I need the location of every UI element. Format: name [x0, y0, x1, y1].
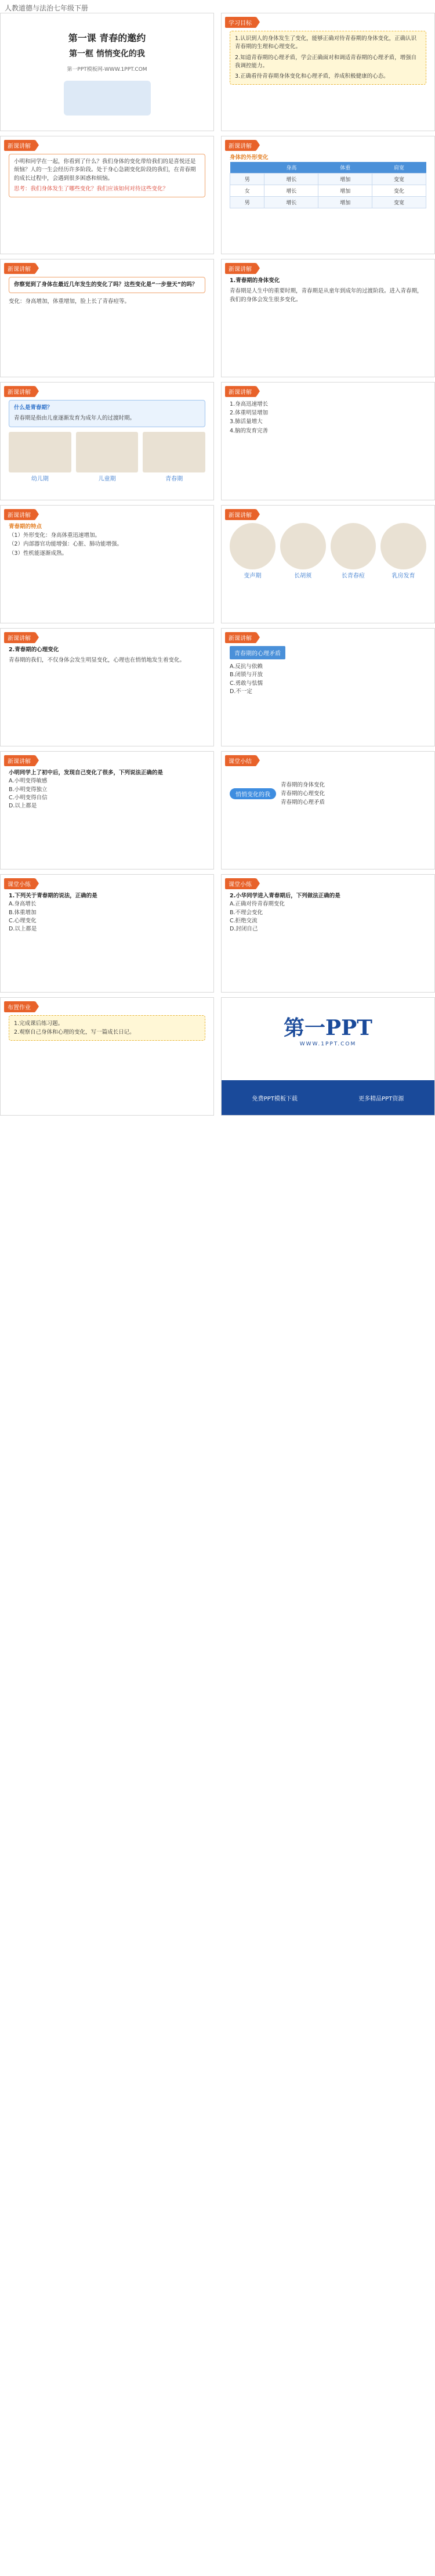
section-paragraph: 青春期是人生中的重要时期，青春期是从童年到成年的过渡阶段。进入青春期，我们的身体会发生很多变化。	[230, 288, 423, 303]
practice-option[interactable]: C.拒绝交流	[230, 917, 258, 924]
table-cell: 增加	[318, 185, 372, 197]
table-header: 体重	[318, 162, 372, 174]
feature-item: （3）性机能逐渐成熟。	[9, 550, 68, 557]
summary-branch: 青春期的心理变化	[281, 791, 325, 798]
slide-table[interactable]	[221, 136, 435, 254]
features-heading: 青春期的特点	[9, 524, 42, 530]
table-cell: 变宽	[372, 197, 426, 208]
table-title: 身体的外形变化	[230, 154, 269, 161]
slide-practice-two[interactable]	[221, 874, 435, 993]
practice-option[interactable]: B.体重增加	[9, 909, 37, 916]
goal-item: 1.认识到人的身体发生了变化，能够正确对待青春期的身体变化，正确认识青春期的生理和心理变化。	[235, 35, 417, 50]
stage-label: 幼儿期	[31, 475, 49, 482]
practice-question: 1.下列关于青春期的说法，正确的是	[9, 893, 97, 899]
contradiction-item: D.不一定	[230, 688, 252, 695]
stage-card	[143, 432, 205, 482]
summary-diagram	[230, 781, 426, 807]
change-image	[331, 523, 376, 569]
feature-item: （1）外形变化：身高体重迅速增加。	[9, 532, 101, 539]
badge-new-lesson: 新课讲解	[225, 263, 256, 274]
body-change-table	[230, 162, 426, 208]
table-cell: 男	[230, 174, 264, 185]
site-url: 第一PPT模板网-WWW.1PPT.COM	[67, 67, 147, 73]
change-images	[230, 523, 426, 579]
table-cell: 增长	[264, 174, 318, 185]
homework-box	[9, 1015, 205, 1041]
brand-url: WWW.1PPT.COM	[299, 1041, 357, 1047]
badge-new-lesson: 新课讲解	[4, 263, 35, 274]
slide-mind[interactable]	[0, 628, 214, 746]
slide-homework[interactable]	[0, 997, 214, 1116]
badge-new-lesson: 新课讲解	[4, 632, 35, 643]
stage-card	[76, 432, 139, 482]
change-image	[380, 523, 426, 569]
change-card	[331, 523, 376, 579]
practice-option[interactable]: C.心理变化	[9, 917, 37, 924]
section-heading: 1.青春期的身体变化	[230, 277, 280, 284]
intro-paragraph: 小明和同学在一起，你看到了什么？我们身体的变化带给我们的是喜悦还是烦恼？人的一生会经历许多阶段。处于身心急剧变化阶段的我们，在青春期的成长过程中，会遇到很多困惑和烦恼。	[14, 158, 196, 182]
growth-stage-images	[9, 432, 205, 482]
quiz-option[interactable]: D.以上都是	[9, 803, 37, 809]
table-row	[230, 197, 426, 208]
badge-new-lesson: 新课讲解	[4, 509, 35, 520]
stage-card	[9, 432, 71, 482]
goal-item: 3.正确看待青春期身体变化和心理矛盾，养成积极健康的心态。	[235, 73, 389, 80]
slide-images[interactable]	[221, 505, 435, 623]
slide-growth-points[interactable]	[221, 382, 435, 500]
slide-goals[interactable]	[221, 13, 435, 131]
table-header: 身高	[264, 162, 318, 174]
change-caption: 长青春痘	[341, 573, 365, 579]
homework-item: 2.观察自己身体和心理的变化，写一篇成长日记。	[14, 1029, 135, 1036]
table-header: 肩宽	[372, 162, 426, 174]
brand-logo: 第一PPT	[284, 1016, 372, 1040]
table-cell: 增加	[318, 197, 372, 208]
footer-left[interactable]: 免费PPT模板下载	[252, 1095, 298, 1102]
mind-heading: 2.青春期的心理变化	[9, 647, 59, 653]
contradiction-item: C.勇敢与怯懦	[230, 680, 263, 687]
badge-new-lesson: 新课讲解	[225, 632, 256, 643]
change-caption: 变声期	[244, 573, 262, 579]
table-cell: 女	[230, 185, 264, 197]
slide-change-question[interactable]	[0, 259, 214, 377]
slide-quiz[interactable]	[0, 751, 214, 870]
quiz-question: 小明同学上了初中后，发现自己变化了很多，下列说法正确的是	[9, 770, 164, 776]
mind-paragraph: 青春期的我们，不仅身体会发生明显变化，心理也在悄悄地发生着变化。	[9, 657, 186, 664]
summary-root: 悄悄变化的我	[230, 788, 276, 799]
quiz-option[interactable]: C.小明变得自信	[9, 794, 48, 801]
stage-image	[9, 432, 71, 472]
summary-branch: 青春期的心理矛盾	[281, 799, 325, 806]
quiz-option[interactable]: A.小明变得敏感	[9, 778, 48, 785]
badge-new-lesson: 新课讲解	[4, 386, 35, 397]
badge-practice: 课堂小练	[4, 878, 35, 889]
practice-option[interactable]: D.以上都是	[9, 926, 37, 932]
table-cell: 变化	[372, 185, 426, 197]
slide-summary[interactable]	[221, 751, 435, 870]
contradiction-item: B.闭锁与开放	[230, 672, 263, 679]
change-caption: 乳房发育	[392, 573, 415, 579]
goal-item: 2.知道青春期的心理矛盾，学会正确面对和调适青春期的心理矛盾，增强自我调控能力。	[235, 54, 417, 69]
badge-new-lesson: 新课讲解	[4, 755, 35, 766]
slide-intro[interactable]	[0, 136, 214, 254]
table-cell: 增加	[318, 174, 372, 185]
footer-band	[222, 1080, 434, 1115]
change-card	[280, 523, 326, 579]
badge-summary: 课堂小结	[225, 755, 256, 766]
intro-box	[9, 154, 205, 197]
slide-grid	[0, 13, 435, 1116]
growth-definition: 青春期是指由儿童逐渐发育为成年人的过渡时期。	[14, 415, 136, 422]
stage-label: 青春期	[165, 475, 183, 482]
badge-new-lesson: 新课讲解	[4, 140, 35, 151]
quiz-option[interactable]: B.小明变得独立	[9, 786, 48, 793]
change-question: 你察觉到了身体在最近几年发生的变化了吗？这些变化是“一步登天”的吗？	[14, 282, 198, 288]
growth-point: 1.身高迅速增长	[230, 401, 269, 407]
practice-question: 2.小华同学进入青春期后，下列做法正确的是	[230, 893, 340, 899]
growth-point: 3.肺活量增大	[230, 418, 263, 425]
slide-practice-one[interactable]	[0, 874, 214, 993]
goals-box	[230, 31, 426, 85]
stage-image	[143, 432, 205, 472]
change-caption: 长胡须	[294, 573, 312, 579]
intro-question: 思考：我们身体发生了哪些变化？我们应该如何对待这些变化？	[14, 185, 169, 192]
stage-label: 儿童期	[98, 475, 116, 482]
summary-branch: 青春期的身体变化	[281, 782, 325, 788]
practice-option[interactable]: D.封闭自己	[230, 926, 258, 932]
section-title: 第一框 悄悄变化的我	[69, 49, 145, 59]
growth-point: 4.脑的发育完善	[230, 427, 269, 434]
footer-right[interactable]: 更多精品PPT资源	[358, 1095, 404, 1102]
table-header	[230, 162, 264, 174]
slide-contradiction[interactable]	[221, 628, 435, 746]
slide-end[interactable]	[221, 997, 435, 1116]
stage-image	[76, 432, 139, 472]
definition-box	[9, 400, 205, 427]
cover-illustration	[64, 81, 151, 116]
summary-branches	[281, 781, 426, 807]
document-title: 人教道德与法治七年级下册	[5, 4, 89, 12]
slide-growth[interactable]	[0, 382, 214, 500]
table-row	[230, 185, 426, 197]
badge-new-lesson: 新课讲解	[225, 386, 256, 397]
contradiction-item: A.反抗与依赖	[230, 663, 263, 670]
table-cell: 男	[230, 197, 264, 208]
badge-new-lesson: 新课讲解	[225, 509, 256, 520]
slide-features[interactable]	[0, 505, 214, 623]
slide-cover[interactable]	[0, 13, 214, 131]
homework-item: 1.完成课后练习题。	[14, 1020, 64, 1027]
practice-option[interactable]: A.身高增长	[9, 901, 37, 908]
practice-option[interactable]: B.不理会变化	[230, 909, 263, 916]
table-cell: 增长	[264, 185, 318, 197]
growth-point: 2.体重明显增加	[230, 410, 269, 417]
growth-question: 什么是青春期？	[14, 405, 53, 411]
table-row	[230, 174, 426, 185]
change-card	[230, 523, 276, 579]
table-cell: 变宽	[372, 174, 426, 185]
badge-practice: 课堂小练	[225, 878, 256, 889]
change-answer: 变化：身高增加，体重增加，脸上长了青春痘等。	[9, 298, 130, 305]
lesson-title: 第一课 青春的邀约	[68, 33, 146, 44]
contradiction-title: 青春期的心理矛盾	[230, 646, 285, 659]
change-card	[380, 523, 426, 579]
question-box	[9, 277, 205, 293]
feature-item: （2）内部器官功能增强：心脏、肺功能增强。	[9, 541, 123, 548]
practice-option[interactable]: A.正确对待青春期变化	[230, 901, 285, 908]
badge-homework: 布置作业	[4, 1001, 35, 1012]
change-image	[280, 523, 326, 569]
slide-section-one[interactable]	[221, 259, 435, 377]
change-image	[230, 523, 276, 569]
badge-new-lesson: 新课讲解	[225, 140, 256, 151]
badge-learning-goals: 学习目标	[225, 17, 256, 28]
table-cell: 增长	[264, 197, 318, 208]
